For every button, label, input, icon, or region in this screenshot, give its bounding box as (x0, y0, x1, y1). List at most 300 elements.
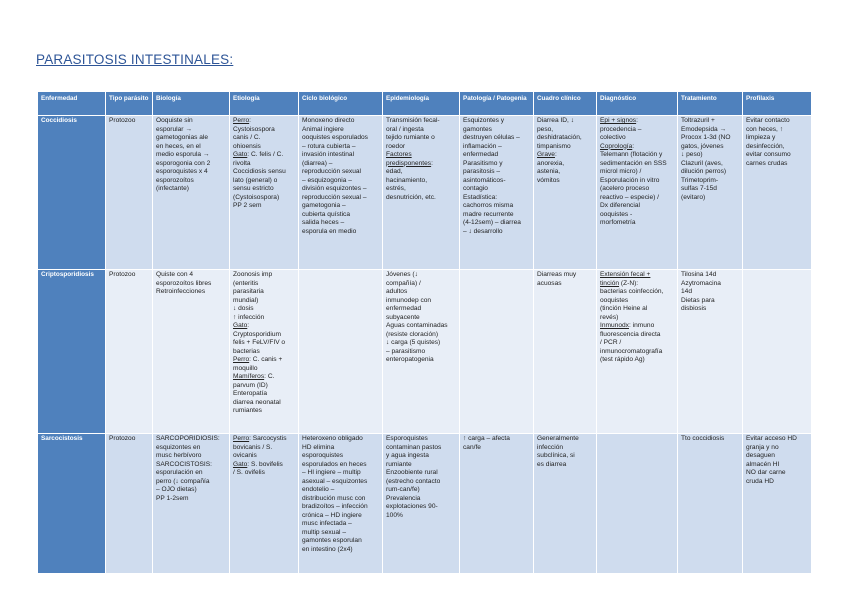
cell-line (537, 271, 593, 280)
cell-line: en heces, en el (156, 142, 201, 150)
cell-line: Tilosina 14d (681, 271, 717, 278)
cell-line (386, 503, 456, 512)
cell-line: asexual – esquizontes (302, 477, 368, 485)
cell-line (233, 461, 295, 470)
cell-line (537, 444, 593, 453)
text-segment: Cystoisospora (233, 125, 275, 133)
cell-line: Dietas para (681, 296, 715, 304)
cell-cuadro (534, 116, 597, 270)
cell-line (600, 339, 674, 348)
text-segment: desnutrición, etc. (386, 193, 436, 201)
text-segment: anorexia, (537, 159, 565, 167)
cell-line: gametogonias ale (156, 134, 209, 141)
cell-line (600, 297, 674, 306)
cell-patologia (460, 434, 534, 574)
cell-line: esporoquistes x 4 (156, 168, 208, 175)
cell-line (233, 288, 295, 297)
cell-line (386, 168, 456, 177)
cell-line: gametogonia – (302, 202, 346, 209)
cell-epidemiologia (383, 270, 460, 434)
text-segment: ovicanis (233, 452, 257, 459)
cell-line: disbiosis (681, 305, 707, 312)
text-segment: morfometría (600, 219, 636, 226)
cell-line: esquizontes en (156, 443, 201, 451)
cell-line: multip sexual – (302, 528, 346, 536)
cell-line (233, 202, 295, 211)
text-segment: Enteropatía (233, 390, 268, 397)
cell-line (386, 322, 456, 331)
cell-line: Retroinfecciones (156, 288, 206, 295)
cell-line (600, 168, 674, 177)
cell-tratamiento (678, 270, 743, 434)
cell-line (386, 512, 456, 521)
text-segment: Prevalencia (386, 494, 421, 502)
text-segment: oral / ingesta (386, 125, 424, 133)
cell-biologia (153, 270, 230, 434)
cell-line (537, 435, 593, 444)
text-segment: (Z-N): (619, 279, 639, 287)
cell-line (386, 160, 456, 169)
cell-line: contagio (463, 185, 488, 192)
cell-line (386, 280, 456, 289)
header-tratamiento: Tratamiento (678, 92, 743, 116)
cell-cuadro (534, 270, 597, 434)
cell-line (537, 126, 593, 135)
cell-line (600, 322, 674, 331)
underlined-term: Factores (386, 151, 412, 158)
cell-line (537, 134, 593, 143)
cell-profilaxis (743, 270, 812, 434)
table-row (38, 270, 812, 434)
cell-line (233, 177, 295, 186)
cell-line: cubierta quística (302, 210, 351, 218)
text-segment: : C. canis + (249, 356, 283, 363)
cell-line: gamontes esporulan (302, 537, 362, 544)
text-segment: 100% (386, 511, 403, 519)
header-enfermedad: Enfermedad (38, 92, 106, 116)
cell-line (233, 435, 295, 444)
cell-line: Tto coccidiosis (681, 435, 725, 442)
cell-line (600, 202, 674, 211)
cell-line (233, 160, 295, 169)
cell-line (537, 143, 593, 152)
underlined-term: Perro (233, 435, 250, 442)
cell-line: ooquistes esporulados (302, 134, 368, 141)
cell-profilaxis (743, 116, 812, 270)
cell-line: 14d (681, 288, 693, 295)
cell-line: desinfección, (746, 142, 785, 150)
cell-ciclo (299, 434, 383, 574)
text-segment: compañía) / (386, 279, 421, 287)
cell-line (233, 348, 295, 357)
text-segment: (tinción Heine al (600, 305, 648, 312)
cell-line: evitar consumo (746, 151, 791, 158)
cell-line (233, 331, 295, 340)
underlined-term: Gato (233, 151, 248, 158)
text-segment: edad, (386, 168, 403, 175)
cell-line (386, 452, 456, 461)
text-segment: : C. (264, 373, 275, 380)
cell-line: – ↓ desarrollo (463, 227, 503, 235)
cell-line (537, 452, 593, 461)
cell-biologia (153, 116, 230, 270)
cell-tipo: Protozoo (106, 434, 153, 574)
text-segment: contaminan pastos (386, 443, 442, 451)
text-segment: (acelero proceso (600, 185, 650, 192)
cell-line: PP 1-2sem (156, 494, 189, 502)
cell-line: esporular → (156, 125, 192, 133)
text-segment: explotaciones 90- (386, 503, 438, 510)
cell-line (386, 339, 456, 348)
cell-line (233, 322, 295, 331)
cell-line (233, 373, 295, 382)
underlined-term: tinción (600, 279, 620, 287)
cell-line: can/fe (463, 443, 481, 451)
text-segment: : (554, 151, 557, 158)
text-segment: / PCR / (600, 339, 622, 346)
cell-line: esporozoítos (156, 176, 194, 184)
cell-cuadro (534, 434, 597, 574)
cell-line (537, 117, 593, 126)
cell-line: bradizoítos – infección (302, 503, 368, 510)
text-segment: timpanismo (537, 142, 571, 150)
cell-line: invasión intestinal (302, 151, 355, 158)
cell-line (386, 271, 456, 280)
text-segment: – parasitismo (386, 347, 426, 355)
text-segment: Coccidiosis sensu (233, 168, 286, 175)
cell-line (537, 160, 593, 169)
cell-line (386, 478, 456, 487)
cell-line: desaguen (746, 452, 775, 459)
cell-line (600, 126, 674, 135)
text-segment: colectivo (600, 134, 626, 141)
underlined-term: Grave (537, 151, 555, 158)
text-segment: canis / C. (233, 134, 261, 141)
cell-line (386, 297, 456, 306)
cell-line: crónica – HD ingiere (302, 511, 362, 519)
cell-line (386, 356, 456, 365)
cell-line: esporozoítos libres (156, 279, 212, 287)
text-segment: procedencia – (600, 125, 642, 133)
underlined-term: Gato (233, 460, 248, 468)
text-segment: : (431, 159, 433, 167)
text-segment: fluorescencia directa (600, 330, 661, 338)
underlined-term: Gato (233, 322, 248, 329)
cell-line: Emodepsida → (681, 125, 727, 133)
cell-line (600, 356, 674, 365)
text-segment: : Sarcocystis (249, 435, 287, 442)
cell-line: Animal ingiere (302, 125, 344, 133)
text-segment: PP 2 sem (233, 202, 262, 209)
text-segment: : (632, 142, 635, 150)
text-segment: Dx diferencial (600, 202, 640, 209)
cell-line (233, 339, 295, 348)
cell-line (386, 143, 456, 152)
underlined-term: Coprología (600, 142, 633, 150)
text-segment: ooquistes - (600, 210, 633, 218)
cell-line: destruyen células – (463, 134, 520, 141)
text-segment: Esporulación in vitro (600, 176, 660, 184)
cell-enfermedad: Coccidiosis (38, 116, 106, 270)
cell-line (233, 168, 295, 177)
cell-tratamiento (678, 116, 743, 270)
text-segment: : (247, 322, 250, 329)
cell-line (600, 134, 674, 143)
cell-line: Ooquiste sin (156, 117, 193, 124)
text-segment: inmunocromatografía (600, 347, 663, 355)
text-segment: ooquistes (600, 296, 629, 304)
cell-line: esporoquistes (302, 452, 344, 459)
cell-line (600, 288, 674, 297)
text-segment: hacinamiento, (386, 176, 428, 184)
cell-line (600, 280, 674, 289)
cell-line (233, 399, 295, 408)
text-segment: rumiante (386, 460, 412, 468)
cell-line: Esquizontes y (463, 117, 505, 124)
header-cuadro-clinico: Cuadro clínico (534, 92, 597, 116)
cell-line: división esquizontes – (302, 185, 367, 192)
cell-line (233, 134, 295, 143)
header-profilaxis: Profilaxis (743, 92, 812, 116)
text-segment: Telemann (flotación y (600, 151, 663, 158)
cell-line: Trimetoprim- (681, 176, 719, 184)
cell-line: medio esporula → (156, 151, 210, 158)
cell-line: ↓ peso) (681, 151, 703, 158)
text-segment: Enzoobiente rural (386, 469, 438, 476)
text-segment: Jóvenes (↓ (386, 271, 418, 278)
underlined-term: Perro (233, 117, 250, 124)
cell-line: SARCOCISTOSIS: (156, 460, 212, 468)
text-segment: Zoonosis imp (233, 271, 273, 278)
cell-line: Evitar acceso HD (746, 435, 797, 442)
text-segment: : (249, 117, 251, 124)
cell-line (233, 365, 295, 374)
cell-line: – rotura cubierta – (302, 142, 356, 150)
cell-line (233, 280, 295, 289)
text-segment: rumiantes (233, 407, 262, 414)
text-segment: bacterias (233, 347, 260, 355)
cell-line: Quiste con 4 (156, 271, 194, 278)
cell-ciclo (299, 116, 383, 270)
cell-line: cruda HD (746, 477, 774, 485)
cell-line (386, 134, 456, 143)
cell-line (233, 390, 295, 399)
text-segment: ↑ infección (233, 313, 265, 321)
cell-line (386, 469, 456, 478)
text-segment: acuosas (537, 279, 562, 287)
cell-line: reproducción sexual – (302, 193, 367, 201)
cell-line: – esquizogonia – (302, 176, 352, 184)
cell-line (600, 117, 674, 126)
cell-line (600, 314, 674, 323)
cell-line (537, 461, 593, 470)
cell-line: Clazuril (aves, (681, 159, 723, 167)
text-segment: y agua ingesta (386, 452, 429, 459)
cell-line (386, 331, 456, 340)
cell-line: reproducción sexual (302, 168, 362, 175)
cell-line (233, 185, 295, 194)
text-segment: / S. ovifelis (233, 469, 265, 476)
cell-diagnostico (597, 434, 678, 574)
text-segment: inmunodep con (386, 296, 432, 304)
text-segment: lato (general) o (233, 176, 278, 184)
underlined-term: Inmunodx (600, 322, 629, 329)
text-segment: sensu estricto (233, 185, 274, 192)
text-segment: diarrea neonatal (233, 398, 281, 406)
cell-line: Evitar contacto (746, 117, 790, 124)
table-header-row (38, 92, 812, 116)
cell-line (386, 314, 456, 323)
header-epidemiologia: Epidemiología (383, 92, 460, 116)
cell-line (386, 177, 456, 186)
text-segment: Transmisión fecal- (386, 117, 440, 124)
cell-line: SARCOPORIDIOSIS: (156, 435, 220, 442)
cell-line (600, 211, 674, 220)
cell-line (386, 288, 456, 297)
cell-line (233, 452, 295, 461)
cell-line (233, 469, 295, 478)
cell-line: con heces, ↑ (746, 125, 784, 133)
cell-line (233, 297, 295, 306)
text-segment: adultos (386, 288, 408, 295)
underlined-term: predisponentes (386, 159, 432, 167)
cell-line (600, 348, 674, 357)
cell-diagnostico (597, 270, 678, 434)
text-segment: Cryptosporidium (233, 330, 282, 338)
cell-line (600, 151, 674, 160)
cell-line: – HI ingiere – multip (302, 469, 361, 476)
underlined-term: Mamíferos (233, 373, 265, 380)
cell-line (537, 168, 593, 177)
text-segment: roedor (386, 142, 406, 150)
cell-line: esporula en medio (302, 227, 357, 235)
cell-line: Parasitismo y (463, 159, 503, 167)
cell-line: HD elimina (302, 443, 335, 451)
text-segment: tejido rumiante o (386, 134, 435, 141)
cell-line (600, 160, 674, 169)
header-ciclo-biologico: Ciclo biológico (299, 92, 383, 116)
cell-line: madre recurrente (463, 210, 514, 218)
underlined-term: Extensión fecal + (600, 271, 651, 278)
cell-line (233, 117, 295, 126)
cell-line (386, 486, 456, 495)
cell-line: Heteroxeno obligado (302, 435, 363, 442)
text-segment: felis + FeLV/FIV o (233, 339, 286, 346)
cell-line (386, 305, 456, 314)
cell-line (386, 117, 456, 126)
table-row (38, 116, 812, 270)
cell-line: enfermedad (463, 151, 499, 158)
cell-tratamiento (678, 434, 743, 574)
cell-line: carnes crudas (746, 159, 788, 167)
text-segment: subclínica, si (537, 452, 575, 459)
cell-line (233, 305, 295, 314)
cell-enfermedad: Criptosporidiosis (38, 270, 106, 434)
cell-line: musc infectada – (302, 520, 352, 527)
cell-tipo: Protozoo (106, 270, 153, 434)
text-segment: infección (537, 443, 564, 451)
text-segment: vómitos (537, 176, 560, 184)
cell-line (386, 435, 456, 444)
cell-line (600, 185, 674, 194)
text-segment: Aguas contaminadas (386, 322, 448, 329)
cell-line (600, 194, 674, 203)
cell-line (386, 348, 456, 357)
cell-line: Azytromacina (681, 279, 721, 287)
cell-line (537, 280, 593, 289)
page-title: PARASITOSIS INTESTINALES: (36, 52, 234, 67)
cell-line: – OJO dietas) (156, 486, 197, 493)
underlined-term: Perro (233, 356, 250, 363)
cell-line (233, 444, 295, 453)
text-segment: revés) (600, 313, 619, 321)
cell-enfermedad: Sarcocistosis (38, 434, 106, 574)
header-biologia: Biología (153, 92, 230, 116)
text-segment: Esporoquistes (386, 435, 428, 442)
cell-line: perro (↓ compañía (156, 477, 210, 485)
cell-line: Estadística: (463, 193, 498, 201)
text-segment: peso, (537, 125, 554, 133)
cell-line (386, 185, 456, 194)
header-tipo-parasito: Tipo parásito (106, 92, 153, 116)
cell-line: almacén HI (746, 460, 780, 468)
cell-line: cachorros misma (463, 202, 514, 209)
cell-line: sulfas 7-15d (681, 185, 717, 192)
cell-line (233, 126, 295, 135)
text-segment: es diarrea (537, 460, 567, 468)
text-segment: Diarreas muy (537, 271, 577, 278)
cell-line (600, 331, 674, 340)
cell-line: esporogonia con 2 (156, 159, 211, 167)
text-segment: (Cystoisospora) (233, 193, 280, 201)
cell-line (386, 126, 456, 135)
text-segment: (test rápido Ag) (600, 356, 645, 363)
cell-line (386, 444, 456, 453)
cell-line (600, 271, 674, 280)
text-segment: microl micro) / (600, 168, 642, 175)
cell-line: gatos, jóvenes (681, 142, 724, 150)
cell-line: parasitosis – (463, 168, 501, 175)
cell-ciclo (299, 270, 383, 434)
text-segment: astenia, (537, 168, 561, 175)
cell-line: granja y no (746, 443, 779, 451)
cell-line (600, 305, 674, 314)
cell-line: inflamación – (463, 142, 502, 150)
header-etiologia: Etiología (230, 92, 299, 116)
cell-line (386, 461, 456, 470)
text-segment: ohioensis (233, 142, 261, 150)
cell-line (233, 151, 295, 160)
cell-line (600, 143, 674, 152)
cell-line: esporulación en (156, 469, 203, 476)
text-segment: reactivo – especie) / (600, 193, 660, 201)
text-segment: subyacente (386, 313, 420, 321)
table-row (38, 434, 812, 574)
cell-line: gamontes (463, 125, 492, 133)
text-segment: estrés, (386, 185, 406, 192)
cell-epidemiologia (383, 116, 460, 270)
text-segment: enteropatogenia (386, 356, 434, 363)
cell-profilaxis (743, 434, 812, 574)
text-segment: rum-can/fe) (386, 486, 420, 493)
cell-etiologia (230, 116, 299, 270)
cell-line (600, 177, 674, 186)
cell-line: Procox 1-3d (NO (681, 134, 731, 141)
text-segment: mundial) (233, 296, 259, 304)
text-segment: : (636, 117, 638, 124)
header-diagnostico: Diagnóstico (597, 92, 678, 116)
text-segment: deshidratación, (537, 134, 582, 141)
